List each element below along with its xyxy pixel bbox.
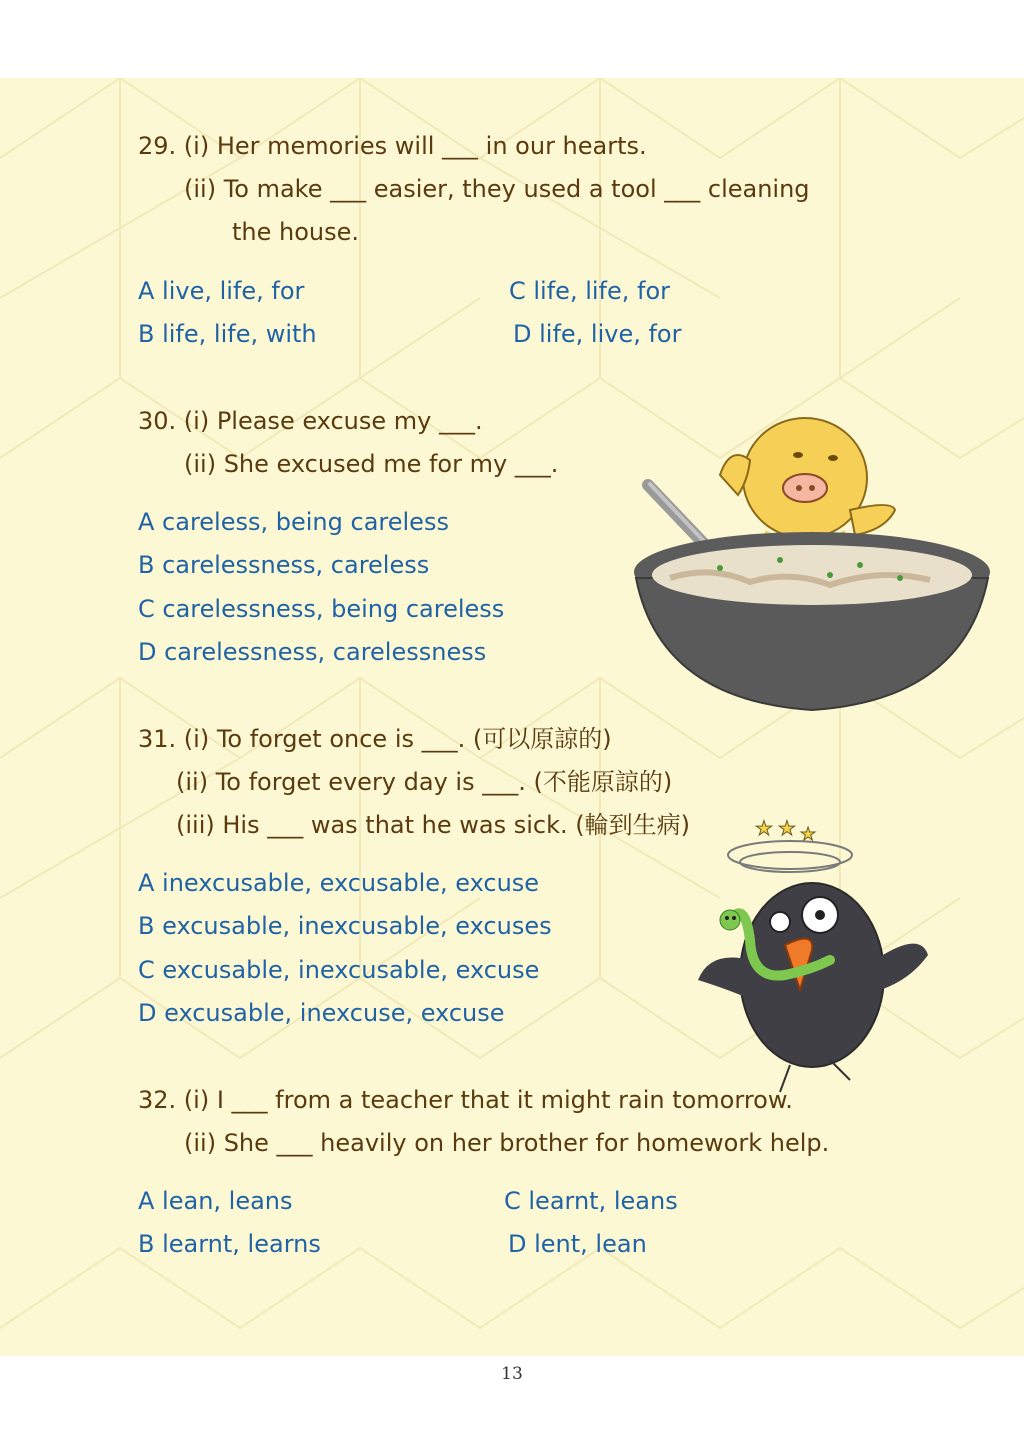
question-30-line-1: 30. (i) Please excuse my ___. (138, 407, 483, 435)
question-32-option-c[interactable]: C learnt, leans (504, 1187, 678, 1215)
question-29-option-a[interactable]: A live, life, for (138, 277, 305, 305)
chick-bowl-illustration (630, 400, 1000, 720)
question-32-line-1: 32. (i) I ___ from a teacher that it might rain tomorrow. (138, 1086, 793, 1114)
question-31-option-c[interactable]: C excusable, inexcusable, excuse (138, 956, 540, 984)
svg-text:★: ★ (800, 824, 817, 845)
question-31-line-1: 31. (i) To forget once is ___. (可以原諒的) (138, 725, 612, 753)
crow-illustration (690, 810, 940, 1100)
question-30-option-b[interactable]: B carelessness, careless (138, 551, 430, 579)
question-31-option-b[interactable]: B excusable, inexcusable, excuses (138, 912, 552, 940)
dizzy-stars-icon (728, 816, 852, 872)
question-32-line-2: (ii) She ___ heavily on her brother for homework help. (184, 1129, 830, 1157)
question-31-line-3: (iii) His ___ was that he was sick. (輪到生病) (176, 811, 690, 839)
question-31-line-2: (ii) To forget every day is ___. (不能原諒的) (176, 768, 673, 796)
question-30-line-2: (ii) She excused me for my ___. (184, 450, 559, 478)
svg-text:★: ★ (778, 816, 796, 840)
question-29-option-d[interactable]: D life, live, for (513, 320, 682, 348)
question-31 (138, 718, 690, 847)
question-30-option-d[interactable]: D carelessness, carelessness (138, 638, 487, 666)
question-30 (138, 400, 558, 486)
page-number: 13 (501, 1364, 523, 1384)
bowl-icon (634, 532, 990, 710)
question-29 (138, 125, 810, 254)
question-29-option-b[interactable]: B life, life, with (138, 320, 317, 348)
question-29-option-c[interactable]: C life, life, for (509, 277, 671, 305)
question-32-option-b[interactable]: B learnt, learns (138, 1230, 321, 1258)
question-32-option-a[interactable]: A lean, leans (138, 1187, 293, 1215)
question-29-line-2: (ii) To make ___ easier, they used a tool ___ cleaning (184, 175, 810, 203)
question-30-option-a[interactable]: A careless, being careless (138, 508, 449, 536)
question-31-option-a[interactable]: A inexcusable, excusable, excuse (138, 869, 540, 897)
question-29-line-1: 29. (i) Her memories will ___ in our hearts. (138, 132, 647, 160)
svg-text:★: ★ (755, 816, 773, 840)
question-30-option-c[interactable]: C carelessness, being careless (138, 595, 505, 623)
question-29-line-3: the house. (232, 218, 360, 246)
question-31-option-d[interactable]: D excusable, inexcuse, excuse (138, 999, 505, 1027)
question-32-option-d[interactable]: D lent, lean (508, 1230, 647, 1258)
